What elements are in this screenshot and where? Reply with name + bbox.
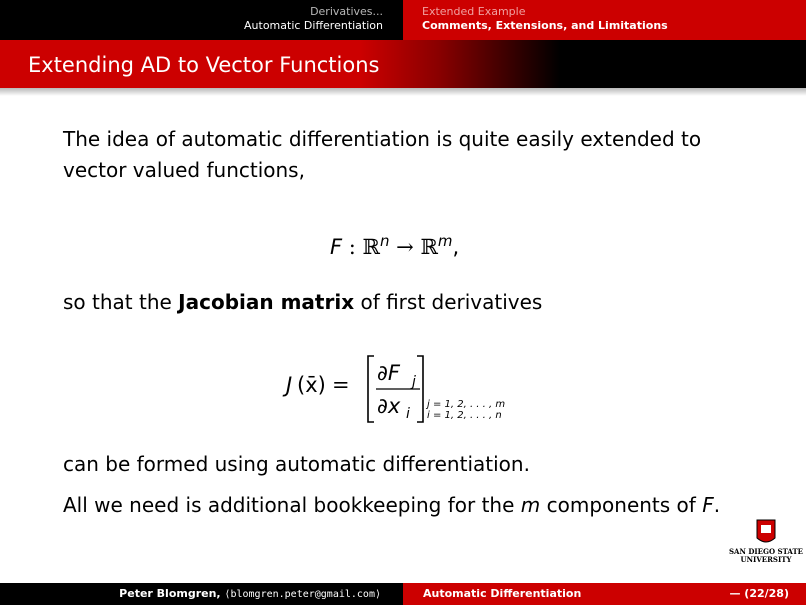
para2-suffix: of first derivatives bbox=[354, 290, 543, 314]
eq2-index-i: i = 1, 2, . . . , n bbox=[427, 410, 502, 421]
eq-comma: , bbox=[452, 235, 460, 259]
frame-title-bar bbox=[0, 40, 806, 88]
eq2-denominator-sub: i bbox=[406, 406, 410, 422]
logo-line2: UNIVERSITY bbox=[740, 555, 792, 564]
nav-subsection-label[interactable]: Extended Example bbox=[422, 5, 526, 18]
para4-middle: components of bbox=[540, 493, 703, 517]
equation-mapping bbox=[330, 232, 459, 259]
footer-left bbox=[0, 583, 403, 605]
top-navigation-bar bbox=[0, 0, 806, 40]
sdsu-logo-icon bbox=[729, 518, 803, 564]
footer-talk-title: Automatic Differentiation bbox=[423, 587, 582, 600]
eq2-arg: (x̄) bbox=[297, 373, 326, 397]
eq2-denominator: ∂x bbox=[377, 394, 401, 418]
eq-symbol-F: F bbox=[330, 235, 343, 259]
eq2-equals: = bbox=[332, 373, 350, 397]
frame-title: Extending AD to Vector Functions bbox=[28, 53, 380, 77]
paragraph-formed: can be formed using automatic differentiation. bbox=[63, 452, 530, 476]
shield-inner bbox=[761, 525, 771, 533]
nav-section-label-active[interactable]: Comments, Extensions, and Limitations bbox=[422, 19, 668, 32]
footer-author-email: ⟨blomgren.peter@gmail.com⟩ bbox=[224, 589, 381, 600]
para4-symbol-F: F bbox=[702, 493, 714, 517]
footer-page-number: — (22/28) bbox=[729, 587, 789, 600]
eq2-J: J bbox=[286, 373, 293, 397]
nav-section-label[interactable]: Automatic Differentiation bbox=[244, 19, 383, 32]
nav-section-extended-example[interactable] bbox=[403, 0, 806, 40]
eq-exponent-n: n bbox=[379, 232, 390, 250]
eq2-numerator-sub: j bbox=[412, 374, 416, 390]
eq-arrow: → bbox=[389, 235, 421, 259]
para2-prefix: so that the bbox=[63, 290, 179, 314]
footer-right bbox=[403, 583, 806, 605]
para2-term-jacobian: Jacobian matrix bbox=[178, 290, 355, 314]
eq-real-codomain: ℝ bbox=[420, 235, 438, 259]
paragraph-intro: The idea of automatic differentiation is quite easily extended to vector valued functions, bbox=[63, 127, 702, 182]
footer-author bbox=[119, 587, 381, 600]
para4-prefix: All we need is additional bookkeeping for the bbox=[63, 493, 521, 517]
logo-line1: SAN DIEGO STATE bbox=[729, 547, 803, 556]
nav-subsection-label[interactable]: Derivatives... bbox=[310, 5, 383, 18]
nav-section-derivatives[interactable] bbox=[0, 0, 403, 40]
eq2-numerator: ∂F bbox=[377, 361, 400, 385]
left-bracket bbox=[368, 356, 374, 422]
para4-suffix: . bbox=[713, 493, 721, 517]
paragraph-jacobian bbox=[63, 290, 542, 314]
footer-author-name: Peter Blomgren, bbox=[119, 587, 225, 600]
footer-bar bbox=[0, 583, 806, 605]
title-bar-shadow bbox=[0, 88, 806, 96]
slide-content bbox=[63, 124, 763, 186]
eq2-index-j: j = 1, 2, . . . , m bbox=[427, 399, 506, 410]
paragraph-bookkeeping bbox=[63, 493, 720, 517]
jacobian-formula bbox=[286, 352, 546, 432]
equation-jacobian bbox=[286, 352, 546, 437]
university-logo bbox=[729, 518, 803, 564]
eq-real-domain: ℝ bbox=[362, 235, 380, 259]
eq-exponent-m: m bbox=[437, 232, 453, 250]
eq-colon: : bbox=[342, 235, 363, 259]
para4-symbol-m: m bbox=[520, 493, 541, 517]
